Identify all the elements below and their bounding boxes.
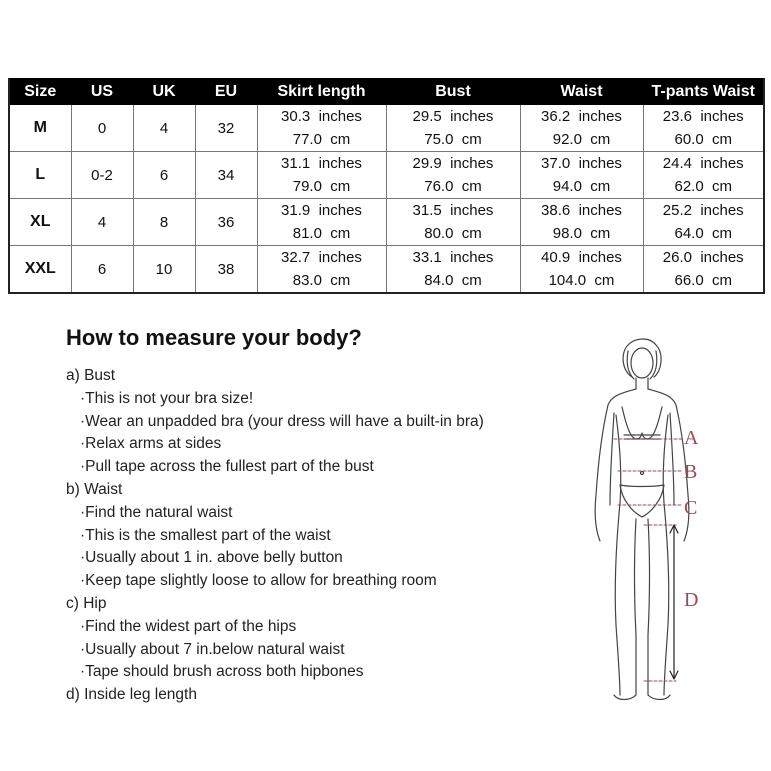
list-item: c) Hip [66,594,107,612]
uk-cell: 6 [133,152,195,199]
us-cell: 0 [71,105,133,152]
waist-inches: 36.2 inches [541,108,622,125]
list-item: ·Usually about 1 in. above belly button [80,549,343,567]
waist-cm: 98.0 cm [552,225,611,242]
tpants-waist-cell [643,105,764,152]
bust-cm: 80.0 cm [424,225,482,242]
header-eu: EU [195,79,257,105]
waist-cm: 94.0 cm [552,178,611,195]
bust-inches: 33.1 inches [412,249,494,266]
bust-cm: 76.0 cm [424,178,482,195]
list-item: ·This is the smallest part of the waist [80,526,331,544]
marker-a: A [684,427,699,449]
list-item: ·Keep tape slightly loose to allow for breathing room [80,572,437,590]
waist-inches: 38.6 inches [541,202,622,219]
header-us: US [71,79,133,105]
bust-inches: 29.5 inches [412,108,494,125]
tpants-cm: 62.0 cm [674,178,733,195]
tpants-inches: 25.2 inches [662,202,744,219]
list-item: ·Wear an unpadded bra (your dress will have a built-in bra) [80,412,484,430]
tpants-waist-cell [643,152,764,199]
eu-cell: 32 [195,105,257,152]
table-row [9,199,764,246]
skirt-cm: 79.0 cm [292,178,351,195]
table-row [9,152,764,199]
us-cell: 0-2 [71,152,133,199]
tpants-inches: 24.4 inches [662,155,744,172]
skirt-length-cell [257,152,386,199]
us-cell: 6 [71,246,133,294]
header-bust: Bust [386,79,520,105]
tpants-cm: 66.0 cm [674,272,733,289]
size-cell: XXL [9,246,71,294]
size-chart-table [8,78,765,294]
eu-cell: 36 [195,199,257,246]
waist-inches: 40.9 inches [541,249,622,266]
skirt-length-cell [257,199,386,246]
marker-c: C [684,497,698,519]
eu-cell: 38 [195,246,257,294]
bust-cm: 84.0 cm [424,272,482,289]
measure-guide-list [66,365,484,707]
skirt-inches: 32.7 inches [281,249,362,266]
list-item: ·Tape should brush across both hipbones [80,663,364,681]
bust-inches: 31.5 inches [412,202,494,219]
list-item: ·Usually about 7 in.below natural waist [80,640,345,658]
tpants-inches: 23.6 inches [662,108,744,125]
list-item: ·Pull tape across the fullest part of the bust [80,458,374,476]
list-item: ·Relax arms at sides [80,435,222,453]
size-cell: M [9,105,71,152]
skirt-cm: 77.0 cm [292,131,351,148]
table-row [9,246,764,294]
uk-cell: 10 [133,246,195,294]
waist-cm: 92.0 cm [552,131,611,148]
marker-b: B [684,461,698,483]
uk-cell: 4 [133,105,195,152]
list-item: b) Waist [66,480,123,498]
skirt-cm: 81.0 cm [292,225,351,242]
tpants-waist-cell [643,246,764,294]
size-cell: XL [9,199,71,246]
waist-cell [520,152,643,199]
body-outline-icon [570,335,730,710]
bust-cell [386,152,520,199]
us-cell: 4 [71,199,133,246]
tpants-cm: 64.0 cm [674,225,733,242]
tpants-waist-cell [643,199,764,246]
waist-cell [520,199,643,246]
skirt-length-cell [257,246,386,294]
bust-cell [386,199,520,246]
guide-title: How to measure your body? [66,325,362,350]
bust-cell [386,246,520,294]
eu-cell: 34 [195,152,257,199]
size-chart-header-row [9,79,764,105]
skirt-inches: 30.3 inches [281,108,362,125]
size-cell: L [9,152,71,199]
header-uk: UK [133,79,195,105]
header-skirt-length: Skirt length [257,79,386,105]
skirt-inches: 31.9 inches [281,202,362,219]
skirt-inches: 31.1 inches [281,155,362,172]
tpants-inches: 26.0 inches [662,249,744,266]
list-item: ·This is not your bra size! [80,389,254,407]
list-item: a) Bust [66,367,116,384]
waist-cell [520,105,643,152]
waist-inches: 37.0 inches [541,155,622,172]
bust-inches: 29.9 inches [412,155,494,172]
tpants-cm: 60.0 cm [674,131,733,148]
header-tpants-waist: T-pants Waist [643,79,764,105]
list-item: ·Find the widest part of the hips [80,617,297,635]
list-item: ·Find the natural waist [80,503,233,521]
table-row [9,105,764,152]
waist-cm: 104.0 cm [548,272,615,289]
skirt-cm: 83.0 cm [292,272,351,289]
header-size: Size [9,79,71,105]
uk-cell: 8 [133,199,195,246]
skirt-length-cell [257,105,386,152]
bust-cell [386,105,520,152]
bust-cm: 75.0 cm [424,131,482,148]
body-measurement-figure [570,335,730,710]
list-item: d) Inside leg length [66,686,197,704]
waist-cell [520,246,643,294]
header-waist: Waist [520,79,643,105]
marker-d: D [684,589,699,611]
